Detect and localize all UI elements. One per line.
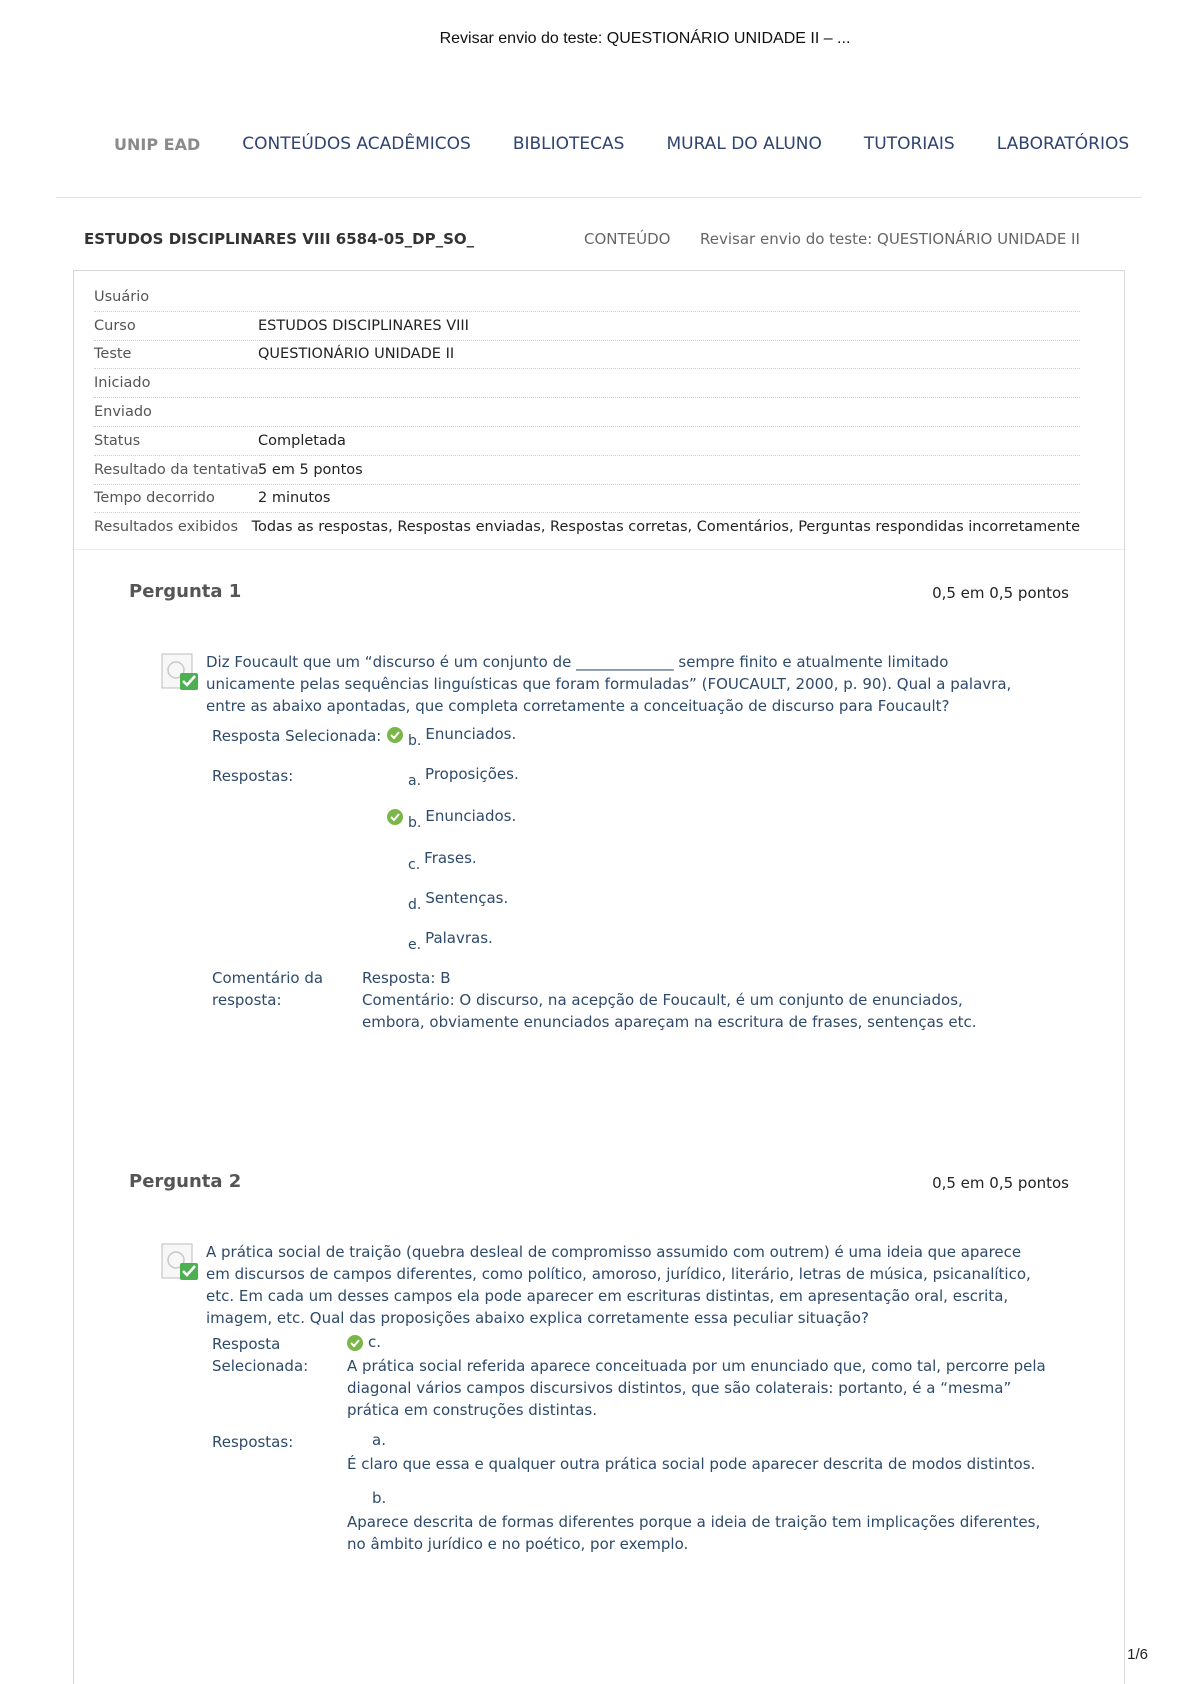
nav-home[interactable]: UNIP EAD xyxy=(114,134,201,154)
selected-answer-text: A prática social referida aparece conceituada por um enunciado que, como tal, percorre pela diagonal vários campos discursivos distintos, que são colaterais: portanto, é a “mesma” prática em construções distintas. xyxy=(347,1357,1046,1419)
summary-label: Iniciado xyxy=(94,375,151,392)
breadcrumb-content[interactable]: CONTEÚDO xyxy=(584,230,671,248)
answer-option-c xyxy=(408,849,477,873)
breadcrumb-current: Revisar envio do teste: QUESTIONÁRIO UNIDADE II xyxy=(700,230,1080,248)
comment-label: Comentário da resposta: xyxy=(212,969,324,1009)
check-icon xyxy=(387,727,403,743)
summary-row-curso xyxy=(94,312,1080,341)
question-text: A prática social de traição (quebra desleal de compromisso assumido com outrem) é uma ideia que aparece em discursos de campos diferentes, como político, amoroso, jurídico, literário, letras de música, psicanalítico, etc. Em cada um desses campos ela pode aparecer em escrituras distintas, em apresentação oral, escrita, imagem, etc. Qual das proposições abaixo explica corretamente essa peculiar situação? xyxy=(206,1243,1031,1327)
top-navigation xyxy=(114,134,1130,154)
option-text: Palavras. xyxy=(425,929,493,947)
summary-label: Resultados exibidos xyxy=(94,519,239,536)
breadcrumb-course[interactable]: ESTUDOS DISCIPLINARES VIII 6584-05_DP_SO_ xyxy=(84,230,475,248)
option-letter: b. xyxy=(408,733,422,749)
option-letter: e. xyxy=(408,937,422,953)
summary-value: ESTUDOS DISCIPLINARES VIII xyxy=(258,317,469,334)
option-letter: d. xyxy=(408,897,422,913)
page-number: 1/6 xyxy=(1127,1646,1148,1663)
selected-answer-label: Resposta Selecionada: xyxy=(212,1335,309,1375)
option-text: Enunciados. xyxy=(425,807,517,825)
print-header: Revisar envio do teste: QUESTIONÁRIO UNIDADE II – ... xyxy=(439,30,851,47)
option-letter: b. xyxy=(408,815,422,831)
question-score: 0,5 em 0,5 pontos xyxy=(932,1174,1069,1192)
option-letter: a. xyxy=(408,773,422,789)
question-title: Pergunta 1 xyxy=(129,581,242,602)
summary-row-tempo xyxy=(94,485,1080,514)
correct-answer-icon xyxy=(161,653,199,691)
option-letter: c. xyxy=(408,857,421,873)
question-score: 0,5 em 0,5 pontos xyxy=(932,584,1069,602)
answer-option-a-letter: a. xyxy=(372,1431,386,1449)
question-text: Diz Foucault que um “discurso é um conjunto de _____________ sempre finito e atualmente limitado unicamente pelas sequências linguísticas que foram formuladas” (FOUCAULT, 2000, p. 90). Qual a palavra, entre as abaixo apontadas, que completa corretamente a conceituação de discurso para Foucault? xyxy=(206,653,1012,715)
summary-row-enviado xyxy=(94,398,1080,427)
summary-row-status xyxy=(94,427,1080,456)
answer-option-e xyxy=(408,929,493,953)
summary-label: Teste xyxy=(94,346,132,363)
nav-mural-do-aluno[interactable]: MURAL DO ALUNO xyxy=(666,134,822,154)
question-title: Pergunta 2 xyxy=(129,1171,242,1192)
check-icon xyxy=(387,809,403,825)
summary-label: Resultado da tentativa xyxy=(94,461,259,478)
summary-value: Completada xyxy=(258,432,346,449)
summary-label: Usuário xyxy=(94,288,150,305)
summary-divider xyxy=(74,549,1124,550)
summary-row-iniciado xyxy=(94,369,1080,398)
summary-value: 2 minutos xyxy=(258,490,331,507)
summary-row-resultado xyxy=(94,456,1080,485)
nav-laboratorios[interactable]: LABORATÓRIOS xyxy=(996,134,1130,154)
nav-conteudos-academicos[interactable]: CONTEÚDOS ACADÊMICOS xyxy=(242,134,471,154)
answers-label: Respostas: xyxy=(212,1433,294,1451)
summary-row-usuario xyxy=(94,283,1080,312)
correct-answer-icon xyxy=(161,1243,199,1281)
comment-text: Comentário: O discurso, na acepção de Foucault, é um conjunto de enunciados, embora, obviamente enunciados apareçam na escritura de frases, sentenças etc. xyxy=(362,991,977,1031)
answer-option-b-letter: b. xyxy=(372,1489,387,1507)
selected-answer-letter xyxy=(347,1333,381,1351)
summary-label: Curso xyxy=(94,317,136,334)
review-panel xyxy=(73,270,1125,1684)
option-text: Frases. xyxy=(424,849,477,867)
nav-tutoriais[interactable]: TUTORIAIS xyxy=(863,134,955,154)
selected-answer xyxy=(387,725,516,749)
option-text: Proposições. xyxy=(425,765,519,783)
option-text: Sentenças. xyxy=(425,889,509,907)
check-icon xyxy=(347,1335,363,1351)
selected-answer-label: Resposta Selecionada: xyxy=(212,727,382,745)
nav-bibliotecas[interactable]: BIBLIOTECAS xyxy=(512,134,625,154)
answers-label: Respostas: xyxy=(212,767,294,785)
summary-value: QUESTIONÁRIO UNIDADE II xyxy=(258,346,455,363)
comment-answer: Resposta: B xyxy=(362,969,451,987)
answer-option-a xyxy=(408,765,519,789)
attempt-summary xyxy=(94,283,1080,541)
summary-label: Enviado xyxy=(94,404,152,421)
summary-value: Todas as respostas, Respostas enviadas, Respostas corretas, Comentários, Perguntas respondidas incorretamente xyxy=(251,519,1080,536)
option-letter: c. xyxy=(368,1333,382,1351)
summary-value: 5 em 5 pontos xyxy=(258,461,363,478)
answer-option-b-text: Aparece descrita de formas diferentes porque a ideia de traição tem implicações diferentes, no âmbito jurídico e no poético, por exemplo. xyxy=(347,1513,1041,1553)
nav-divider xyxy=(56,197,1142,198)
summary-row-resultados-exibidos xyxy=(94,513,1080,541)
option-text: Enunciados. xyxy=(425,725,517,743)
summary-label: Status xyxy=(94,432,141,449)
answer-option-b xyxy=(387,807,516,831)
summary-label: Tempo decorrido xyxy=(94,490,215,507)
answer-option-d xyxy=(408,889,508,913)
answer-option-a-text: É claro que essa e qualquer outra prática social pode aparecer descrita de modos distintos. xyxy=(347,1455,1036,1473)
summary-row-teste xyxy=(94,341,1080,370)
